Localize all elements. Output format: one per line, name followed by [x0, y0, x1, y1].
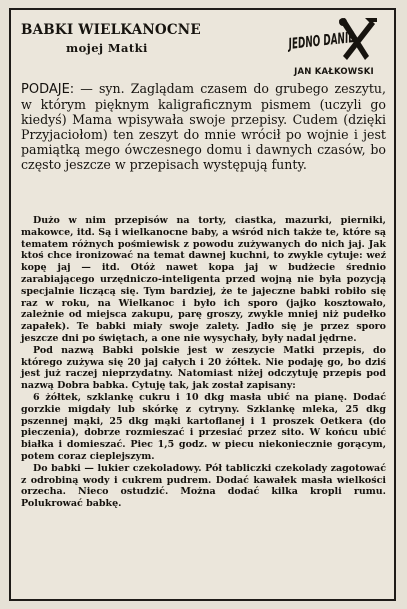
logo-text: JEDNO DANIE: [287, 23, 401, 53]
article-title: BABKI WIELKANOCNE: [21, 22, 201, 38]
article-subtitle: mojej Matki: [66, 41, 148, 55]
recipe-paragraph: 6 żółtek, szklankę cukru i 10 dkg masła ubić na pianę. Dodać gorzkie migdały lub skórkę z cytryny. Szklankę mleka, 25 dkg pszennej mąki, 25 dkg mąki kartoflanej i 1 proszek Oetkera (do pieczenia), dobrze rozmieszać i przesiać przez sito. W końcu ubić białka i domieszać. Piec 1,5 godz. w piecu niekoniecznie gorącym, potem coraz cieplejszym.: [21, 391, 386, 462]
paragraph-2: Pod nazwą Babki polskie jest w zeszycie Matki przepis, do którego zużywa się 20 jaj całych i 20 żółtek. Nie podaję go, bo dziś jest już raczej nieprzydatny. Natomiast niżej odczytuję przepis pod nazwą Dobra babka. Cytuję tak, jak został zapisany:: [21, 344, 386, 392]
jedno-danie-logo: [287, 16, 401, 72]
intro-text: — syn. Zaglądam czasem do grubego zeszytu, w którym pięknym kaligraficznym pismem (uczyli go kiedyś) Mama wpisywała swoje przepisy. Cudem (dzięki Przyjaciołom) ten zeszyt do mnie wrócił po wojnie i jest pamiątką mego ówczesnego domu i dawnych czasów, bo często jeszcze w przepisach występują funty.: [21, 81, 386, 172]
article-frame: [9, 8, 401, 601]
icing-paragraph: Do babki — lukier czekoladowy. Pół tabliczki czekolady zagotować z odrobiną wody i cukrem pudrem. Dodać kawałek masła wielkości orzecha. Nieco ostudzić. Można dodać kilka kropli rumu. Polukrować babkę.: [21, 462, 386, 510]
author-name: JAN KAŁKOWSKI: [294, 67, 374, 77]
intro-lead: PODAJE:: [21, 82, 75, 97]
intro-paragraph: [21, 82, 386, 172]
article-body: [21, 215, 386, 510]
paragraph-1: Dużo w nim przepisów na torty, ciastka, mazurki, pierniki, makowce, itd. Są i wielkanocne baby, a wśród nich także te, które są tematem różnych pośmiewisk z powodu zużywanych do nich jaj. Jak ktoś chce ironizować na temat dawnej kuchni, to zwykle cytuje: weź kopę jaj — itd. Otóż nawet kopa jaj w budżecie średnio zarabiającego urzędniczo-inteligenta przed wojną nie była pozycją specjalnie liczącą się. Tym bardziej, że te jajeczne babki robiło się raz w roku, na Wielkanoc i było ich sporo (jajko kosztowało, zależnie od miejsca zakupu, parę groszy, zwykle mniej niż pudełko zapałek). Te babki miały swoje zalety. Jadło się je przez sporo jeszcze dni po świętach, a one nie wysychały, były nadal jędrne.: [21, 215, 386, 344]
